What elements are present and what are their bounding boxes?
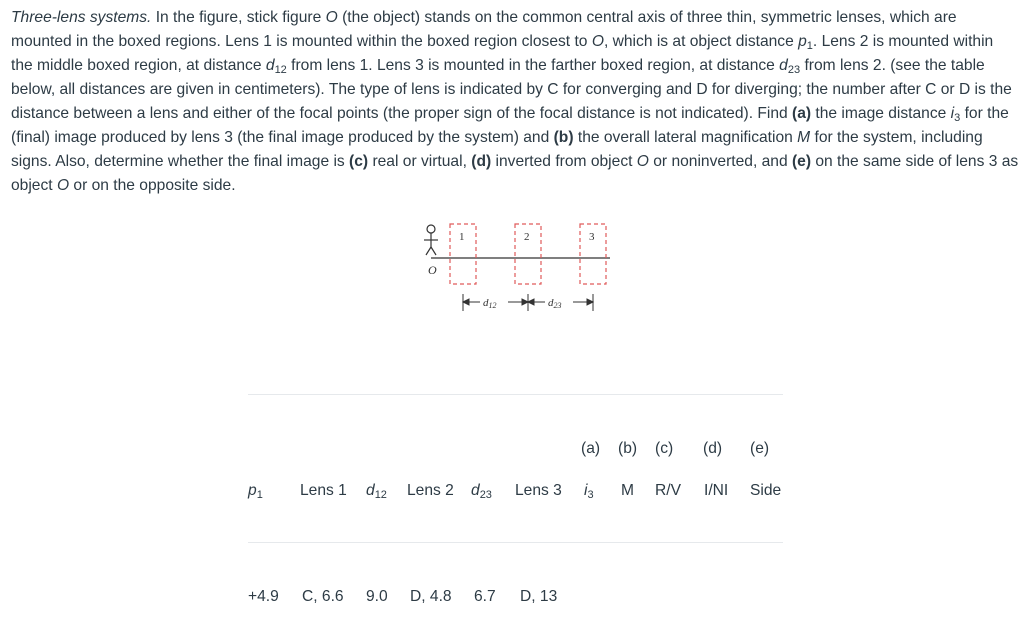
- three-lens-figure: [418, 218, 628, 318]
- stick-figure-object-icon: [424, 225, 438, 255]
- problem-title: Three-lens systems.: [11, 9, 152, 26]
- table-top-rule: [248, 394, 783, 395]
- part-header-d: (d): [703, 440, 723, 457]
- problem-text: for the system, including signs. Also, determine whether the final image is: [11, 129, 983, 170]
- part-a-label: (a): [792, 105, 812, 122]
- object-symbol: O: [636, 153, 649, 170]
- lens-3-label: 3: [589, 231, 595, 243]
- problem-text: on the same side of lens 3 as object: [11, 153, 1019, 194]
- part-header-e: (e): [750, 440, 770, 457]
- problem-text: . Lens 2 is mounted within the middle boxed region, at distance: [11, 33, 994, 74]
- i3-subscript: 3: [954, 112, 961, 124]
- column-header-p1: $p_1$: [248, 482, 263, 501]
- column-header-rv: R/V: [655, 482, 681, 499]
- cell-lens3: D, 13: [520, 588, 558, 605]
- problem-text: or noninverted, and: [648, 153, 792, 170]
- part-d-label: (d): [471, 153, 492, 170]
- d23-subscript: 23: [787, 64, 801, 76]
- part-header-a: (a): [581, 440, 601, 457]
- p1-symbol: p: [798, 33, 807, 50]
- d23-dimension-label: d23: [548, 297, 562, 310]
- i3-symbol: i: [950, 105, 955, 122]
- lens-2-label: 2: [524, 231, 530, 243]
- problem-statement: [11, 6, 1019, 198]
- problem-text: In the figure, stick figure: [151, 9, 326, 26]
- part-b-label: (b): [553, 129, 574, 146]
- table-mid-rule: [248, 542, 783, 543]
- problem-text: inverted from object: [491, 153, 637, 170]
- column-header-side: Side: [750, 482, 782, 499]
- column-header-ini: I/NI: [704, 482, 729, 499]
- p1-subscript: 1: [806, 40, 813, 52]
- column-header-lens3: Lens 3: [515, 482, 562, 499]
- problem-text: , which is at object distance: [603, 33, 799, 50]
- cell-d23: 6.7: [474, 588, 496, 605]
- problem-text: from lens 1. Lens 3 is mounted in the farther boxed region, at distance: [286, 57, 780, 74]
- problem-text: the image distance: [811, 105, 951, 122]
- part-header-b: (b): [618, 440, 638, 457]
- column-header-d23: $d_{23}$: [471, 482, 492, 501]
- column-header-d12: $d_{12}$: [366, 482, 387, 501]
- part-c-label: (c): [349, 153, 369, 170]
- m-symbol: M: [797, 129, 811, 146]
- problem-text: the overall lateral magnification: [573, 129, 798, 146]
- problem-text: for the (final) image produced by lens 3 (the final image produced by the system) and: [11, 105, 1009, 146]
- problem-text: from lens 2. (see the table below, all distances are given in centimeters). The type of lens is indicated by C for converging and D for diverging; the number after C or D is the distance between a lens and either of the focal points (the proper sign of the focal distance is not indicated). Find: [11, 57, 1012, 122]
- problem-text: (the object) stands on the common central axis of three thin, symmetric lenses, which are mounted in the boxed regions. Lens 1 is mounted within the boxed region closest to: [11, 9, 957, 50]
- cell-d12: 9.0: [366, 588, 388, 605]
- cell-lens1: C, 6.6: [302, 588, 344, 605]
- cell-p1: +4.9: [248, 588, 279, 605]
- part-e-label: (e): [791, 153, 812, 170]
- problem-text: or on the opposite side.: [69, 177, 236, 194]
- object-symbol: O: [325, 9, 338, 26]
- object-symbol: O: [56, 177, 70, 194]
- part-header-c: (c): [655, 440, 674, 457]
- lens-1-label: 1: [459, 231, 465, 243]
- d23-symbol: d: [779, 57, 788, 74]
- cell-lens2: D, 4.8: [410, 588, 452, 605]
- column-header-i3: $i_3$: [584, 482, 594, 501]
- object-symbol: O: [591, 33, 604, 50]
- d12-symbol: d: [265, 57, 275, 74]
- d12-subscript: 12: [274, 64, 287, 76]
- column-header-lens2: Lens 2: [407, 482, 454, 499]
- problem-text: real or virtual,: [368, 153, 472, 170]
- d12-dimension-label: d12: [483, 297, 497, 310]
- column-header-m: M: [621, 482, 634, 499]
- object-label: O: [428, 263, 437, 277]
- column-header-lens1: Lens 1: [300, 482, 347, 499]
